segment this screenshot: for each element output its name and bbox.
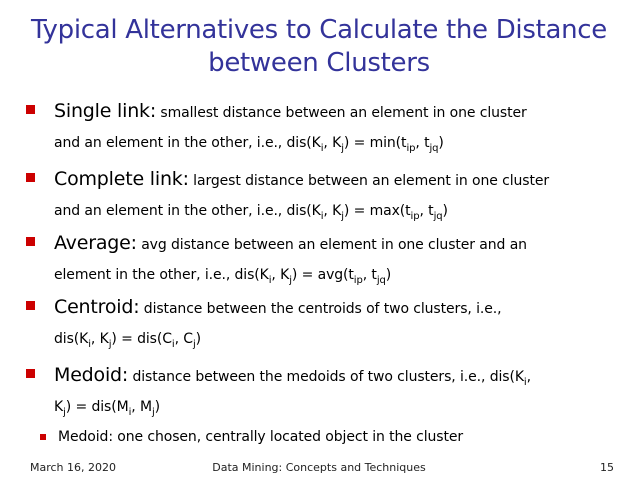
formula-part: ) <box>195 331 202 347</box>
bullet-square-icon <box>26 173 35 182</box>
bullet-desc: smallest distance between an element in one cluster <box>160 105 527 121</box>
bullet-formula-pre: and an element in the other, i.e., dis(K <box>54 135 321 151</box>
formula-part: ) = min(t <box>343 135 407 151</box>
bullet-formula-pre: element in the other, i.e., dis(K <box>54 267 269 283</box>
subscript: j <box>192 338 196 350</box>
formula-part: ) = max(t <box>343 203 411 219</box>
bullet-term: Centroid: <box>54 296 140 318</box>
footer-center: Data Mining: Concepts and Techniques <box>212 461 426 474</box>
bullet-formula-pre: and an element in the other, i.e., dis(K <box>54 203 321 219</box>
bullet-text <box>54 360 622 422</box>
sub-bullet-medoid <box>40 426 600 448</box>
bullet-desc: largest distance between an element in one cluster <box>193 173 550 189</box>
bullet-square-icon <box>26 237 35 246</box>
bullet-formula-pre: dis(K <box>54 331 89 347</box>
bullet-square-icon <box>26 105 35 114</box>
subscript: j <box>108 338 112 350</box>
subscript: j <box>151 406 155 418</box>
bullet-term: Average: <box>54 232 137 254</box>
subscript: jq <box>433 210 443 222</box>
subscript: ip <box>410 210 420 222</box>
sub-bullet-text: Medoid: one chosen, centrally located object in the cluster <box>58 429 464 445</box>
title-line-2: between Clusters <box>208 48 430 78</box>
footer-page-number: 15 <box>600 461 614 474</box>
slide-title <box>0 14 638 80</box>
bullet-text <box>54 228 622 290</box>
formula-part: ) <box>385 267 392 283</box>
bullet-text <box>54 164 622 226</box>
formula-part: , t <box>362 267 377 283</box>
sub-bullet-square-icon <box>40 434 46 440</box>
bullet-complete-link <box>22 164 622 226</box>
formula-part: ) = avg(t <box>291 267 354 283</box>
bullet-desc: distance between the medoids of two clusters, i.e., dis(K <box>132 369 524 385</box>
footer-date: March 16, 2020 <box>30 461 117 474</box>
subscript: ip <box>406 142 416 154</box>
bullet-single-link <box>22 96 622 158</box>
bullet-square-icon <box>26 301 35 310</box>
formula-part: , K <box>271 267 290 283</box>
formula-part: , M <box>131 399 152 415</box>
subscript: i <box>523 376 527 388</box>
subscript: i <box>171 338 175 350</box>
bullet-term: Medoid: <box>54 364 129 386</box>
bullet-text <box>54 96 622 158</box>
bullet-term: Complete link: <box>54 168 189 190</box>
bullet-term: Single link: <box>54 100 157 122</box>
bullet-medoid <box>22 360 622 422</box>
title-line-1: Typical Alternatives to Calculate the Distance <box>31 15 607 45</box>
bullet-text <box>54 292 622 354</box>
subscript: j <box>341 210 344 222</box>
subscript: j <box>289 274 292 286</box>
subscript: i <box>128 406 132 418</box>
bullet-desc: distance between the centroids of two clusters, i.e., <box>143 301 502 317</box>
subscript: j <box>341 142 344 154</box>
bullet-formula-pre: K <box>54 399 64 415</box>
formula-part: ) <box>442 203 448 219</box>
formula-part: ) = dis(C <box>111 331 172 347</box>
formula-part: , K <box>90 331 109 347</box>
bullet-square-icon <box>26 369 35 378</box>
formula-part: ) <box>154 399 161 415</box>
formula-part: , K <box>323 203 342 219</box>
formula-part: , t <box>419 203 434 219</box>
subscript: jq <box>429 142 439 154</box>
subscript: i <box>320 210 324 222</box>
formula-part: ) <box>438 135 444 151</box>
formula-part: , t <box>415 135 430 151</box>
subscript: i <box>268 274 272 286</box>
formula-part: , C <box>174 331 193 347</box>
formula-part: ) = dis(M <box>65 399 129 415</box>
formula-part: , K <box>323 135 342 151</box>
formula-part: , <box>526 369 531 385</box>
bullet-average <box>22 228 622 290</box>
subscript: jq <box>376 274 386 286</box>
subscript: i <box>88 338 91 350</box>
subscript: i <box>320 142 324 154</box>
bullet-centroid <box>22 292 622 354</box>
bullet-desc: avg distance between an element in one cluster and an <box>141 237 527 253</box>
subscript: ip <box>353 274 363 286</box>
subscript: j <box>63 406 66 418</box>
